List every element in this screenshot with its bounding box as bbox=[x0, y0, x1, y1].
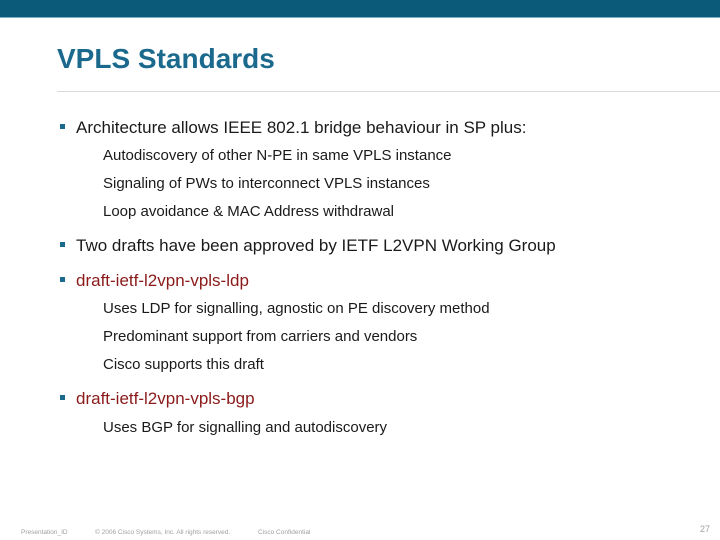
bullet-draft-ldp bbox=[60, 270, 249, 292]
subitem-uses-bgp: Uses BGP for signalling and autodiscovery bbox=[103, 419, 388, 436]
footer-presentation-id: Presentation_ID bbox=[21, 529, 68, 536]
bullet-architecture bbox=[60, 117, 526, 139]
footer-copyright: © 2006 Cisco Systems, Inc. All rights reserved. bbox=[95, 529, 231, 536]
bullet-text: draft-ietf-l2vpn-vpls-bgp bbox=[76, 389, 255, 408]
footer-confidential: Cisco Confidential bbox=[258, 529, 311, 536]
subitem-cisco-supports: Cisco supports this draft bbox=[103, 356, 264, 373]
bullet-two-drafts bbox=[60, 235, 556, 257]
page-number: 27 bbox=[699, 524, 710, 534]
subitem-predominant-support: Predominant support from carriers and vendors bbox=[103, 328, 418, 345]
bullet-text: Architecture allows IEEE 802.1 bridge behaviour in SP plus: bbox=[76, 118, 527, 137]
bullet-draft-bgp bbox=[60, 388, 255, 410]
subitem-uses-ldp: Uses LDP for signalling, agnostic on PE discovery method bbox=[103, 300, 490, 317]
square-bullet-icon bbox=[60, 124, 65, 129]
square-bullet-icon bbox=[60, 242, 65, 247]
subitem-autodiscovery: Autodiscovery of other N-PE in same VPLS instance bbox=[103, 147, 452, 164]
square-bullet-icon bbox=[60, 277, 65, 282]
subitem-signaling: Signaling of PWs to interconnect VPLS instances bbox=[103, 175, 430, 192]
square-bullet-icon bbox=[60, 395, 65, 400]
slide-title: VPLS Standards bbox=[57, 43, 275, 74]
subitem-loop-avoidance: Loop avoidance & MAC Address withdrawal bbox=[103, 203, 394, 220]
bullet-text: draft-ietf-l2vpn-vpls-ldp bbox=[76, 271, 249, 290]
bullet-text: Two drafts have been approved by IETF L2VPN Working Group bbox=[76, 236, 556, 255]
